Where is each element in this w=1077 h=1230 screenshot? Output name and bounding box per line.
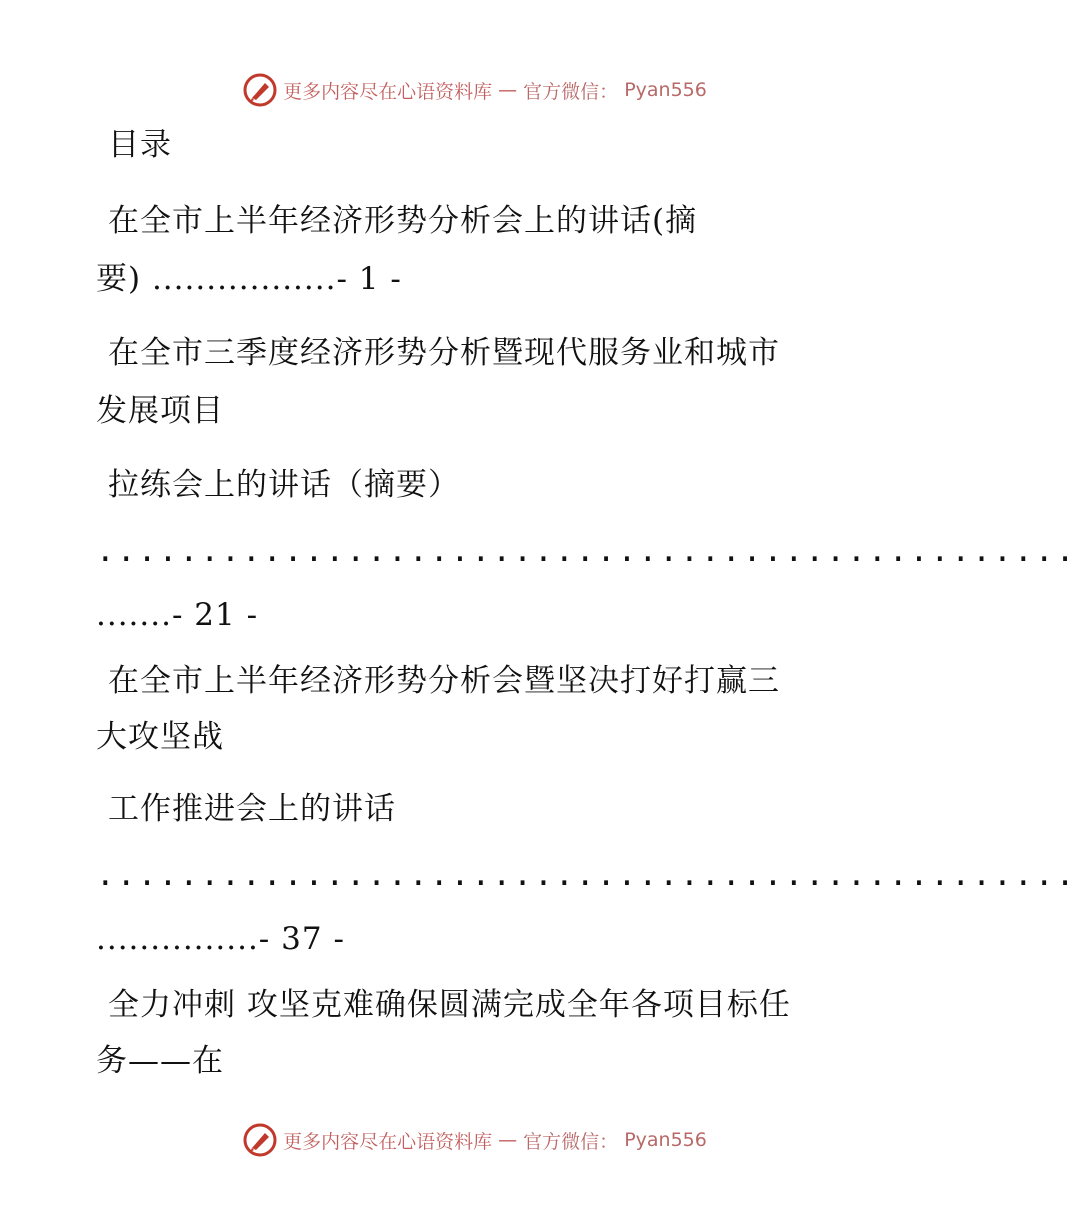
watermark-header bbox=[0, 70, 950, 110]
pen-logo-icon bbox=[243, 73, 277, 107]
watermark-site-text: 更多内容尽在心语资料库 bbox=[283, 1130, 493, 1153]
toc-dot-leader-1: ............................................... bbox=[96, 533, 1077, 569]
toc-line-9: 大攻坚战 bbox=[96, 719, 224, 755]
toc-line-8: 在全市上半年经济形势分析会暨坚决打好打赢三 bbox=[108, 663, 780, 699]
toc-heading: 目录 bbox=[108, 127, 172, 163]
toc-line-10: 工作推进会上的讲话 bbox=[108, 791, 396, 827]
pen-logo-icon bbox=[243, 1123, 277, 1157]
watermark-wechat-label: 官方微信： bbox=[523, 80, 619, 103]
watermark-separator: — bbox=[498, 79, 518, 101]
toc-line-12: ...............- 37 - bbox=[96, 921, 345, 957]
toc-line-13: 全力冲刺 攻坚克难确保圆满完成全年各项目标任 bbox=[108, 987, 791, 1023]
watermark-site-text: 更多内容尽在心语资料库 bbox=[283, 80, 493, 103]
watermark-wechat-label: 官方微信： bbox=[523, 1130, 619, 1153]
toc-line-3: 在全市三季度经济形势分析暨现代服务业和城市 bbox=[108, 335, 780, 371]
toc-dot-leader-2: ............................................... bbox=[96, 857, 1077, 893]
watermark-wechat-id: Pyan556 bbox=[624, 1129, 707, 1151]
watermark-footer bbox=[0, 1120, 950, 1160]
toc-line-14: 务——在 bbox=[96, 1043, 224, 1079]
toc-line-2: 要) .................- 1 - bbox=[96, 261, 402, 297]
toc-line-4: 发展项目 bbox=[96, 393, 224, 429]
toc-line-1: 在全市上半年经济形势分析会上的讲话(摘 bbox=[108, 203, 698, 239]
toc-line-7: .......- 21 - bbox=[96, 597, 259, 633]
toc-line-5: 拉练会上的讲话（摘要） bbox=[108, 467, 460, 503]
watermark-wechat-id: Pyan556 bbox=[624, 79, 707, 101]
watermark-separator: — bbox=[498, 1129, 518, 1151]
